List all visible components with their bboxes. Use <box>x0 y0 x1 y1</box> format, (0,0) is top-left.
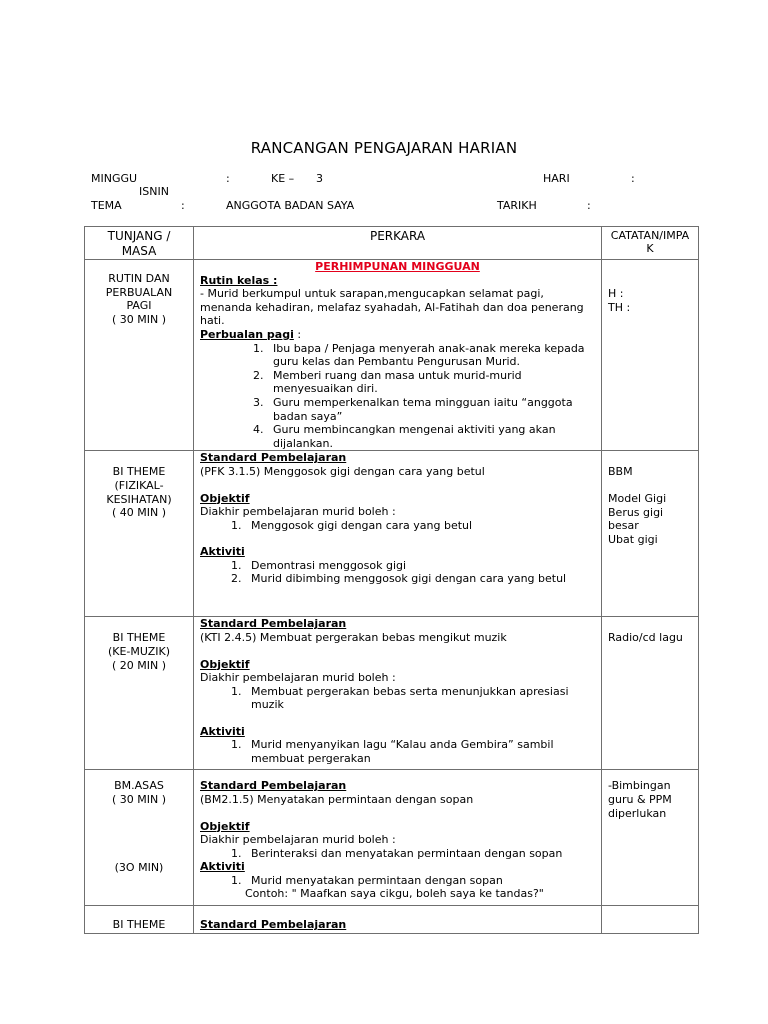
masa-line: BI THEME <box>112 918 166 932</box>
catatan-cell <box>602 906 699 934</box>
hari-colon: : <box>631 172 635 185</box>
aktiviti-list <box>200 738 595 765</box>
perbualan-label: Perbualan pagi <box>200 327 294 341</box>
aktiviti-list <box>200 874 595 888</box>
catatan-line: BBM <box>608 465 633 479</box>
aktiviti-label: Aktiviti <box>200 860 245 874</box>
tema-value: ANGGOTA BADAN SAYA <box>226 199 355 212</box>
table-row <box>85 451 699 617</box>
ke-label: KE – <box>271 172 295 185</box>
masa-cell <box>85 770 194 906</box>
ke-value: 3 <box>316 172 323 185</box>
catatan-line: diperlukan <box>608 806 667 820</box>
perkara-cell <box>194 451 602 617</box>
header-perkara: PERKARA <box>194 227 602 260</box>
masa-line: RUTIN DAN <box>108 272 170 285</box>
catatan-line: TH : <box>608 300 631 314</box>
table-row <box>85 617 699 770</box>
aktiviti-list <box>200 559 595 586</box>
catatan-line: H : <box>608 287 624 300</box>
catatan-cell <box>602 260 699 451</box>
hari-label: HARI <box>543 172 570 185</box>
table-row <box>85 770 699 906</box>
catatan-cell <box>602 451 699 617</box>
perkara-cell <box>194 770 602 906</box>
objektif-text: Diakhir pembelajaran murid boleh : <box>200 505 396 519</box>
aktiviti-label: Aktiviti <box>200 724 245 738</box>
list-item: 1. Murid menyanyikan lagu “Kalau anda Gembira” sambil membuat pergerakan <box>245 738 595 765</box>
page-title: RANCANGAN PENGAJARAN HARIAN <box>250 139 518 157</box>
masa-cell <box>85 260 194 451</box>
perkara-cell <box>194 260 602 451</box>
catatan-line: Ubat gigi <box>608 532 658 546</box>
minggu-colon: : <box>226 172 230 185</box>
tarikh-colon: : <box>587 199 591 212</box>
objektif-label: Objektif <box>200 657 250 671</box>
perkara-cell <box>194 906 602 934</box>
catatan-blank <box>608 479 692 492</box>
standard-label: Standard Pembelajaran <box>200 918 347 932</box>
masa-line: ( 20 MIN ) <box>111 658 167 672</box>
lesson-plan-table <box>84 226 699 934</box>
masa-line: BI THEME <box>112 465 166 479</box>
list-item: 4. Guru membincangkan mengenai aktiviti yang akan dijalankan. <box>267 423 595 450</box>
minggu-label: MINGGU <box>91 172 138 185</box>
list-item: 1. Demontrasi menggosok gigi <box>245 559 595 573</box>
list-item: 1. Ibu bapa / Penjaga menyerah anak-anak mereka kepada guru kelas dan Pembantu Pengurusan Murid. <box>267 342 595 369</box>
list-item: 2. Murid dibimbing menggosok gigi dengan cara yang betul <box>245 572 595 586</box>
tema-label: TEMA <box>91 199 122 212</box>
perbualan-colon: : <box>293 327 302 341</box>
objektif-text: Diakhir pembelajaran murid boleh : <box>200 833 396 847</box>
header-catatan: CATATAN/IMPAK <box>602 227 699 260</box>
standard-text: (PFK 3.1.5) Menggosok gigi dengan cara yang betul <box>200 464 485 478</box>
tema-colon: : <box>181 199 185 212</box>
standard-label: Standard Pembelajaran <box>200 779 347 793</box>
catatan-line: guru & PPM <box>608 792 672 806</box>
objektif-list <box>200 685 595 712</box>
catatan-cell <box>602 770 699 906</box>
standard-text: (KTI 2.4.5) Membuat pergerakan bebas mengikut muzik <box>200 630 507 644</box>
masa-line: PAGI <box>126 299 152 313</box>
standard-label: Standard Pembelajaran <box>200 451 347 465</box>
masa-cell <box>85 906 194 934</box>
catatan-line: -Bimbingan <box>608 779 671 793</box>
perbualan-heading <box>200 328 595 342</box>
table-row <box>85 906 699 934</box>
list-item: 1. Berinteraksi dan menyatakan permintaan dengan sopan <box>245 847 595 861</box>
masa-line: PERBUALAN <box>105 285 173 299</box>
masa-line: (KE-MUZIK) <box>107 644 171 658</box>
rutin-text: - Murid berkumpul untuk sarapan,mengucapkan selamat pagi, menanda kehadiran, melafaz syahadah, Al-Fatihah dan doa penerang hati. <box>200 287 584 328</box>
header-tunjang-masa: TUNJANG / MASA <box>85 227 194 260</box>
hari-value: ISNIN <box>139 185 169 198</box>
perkara-cell <box>194 617 602 770</box>
aktiviti-label: Aktiviti <box>200 545 245 559</box>
masa-line: KESIHATAN) <box>106 492 172 506</box>
tarikh-label: TARIKH <box>497 199 537 212</box>
objektif-label: Objektif <box>200 491 250 505</box>
table-row <box>85 260 699 451</box>
objektif-list <box>200 519 595 533</box>
catatan-line: besar <box>608 519 639 533</box>
table-header-row <box>85 227 699 260</box>
masa-line: ( 30 MIN ) <box>111 312 167 326</box>
masa-line: (FIZIKAL- <box>114 478 164 492</box>
masa-line: (3O MIN) <box>114 860 164 874</box>
aktiviti-example: Contoh: " Maafkan saya cikgu, boleh saya ke tandas?" <box>245 887 544 901</box>
masa-line: BM.ASAS <box>114 779 164 793</box>
masa-line: ( 30 MIN ) <box>111 792 167 806</box>
objektif-text: Diakhir pembelajaran murid boleh : <box>200 671 396 685</box>
rutin-label: Rutin kelas : <box>200 273 278 287</box>
standard-text: (BM2.1.5) Menyatakan permintaan dengan sopan <box>200 792 474 806</box>
list-item: 1. Murid menyatakan permintaan dengan sopan <box>245 874 595 888</box>
standard-label: Standard Pembelajaran <box>200 617 347 631</box>
masa-cell <box>85 451 194 617</box>
catatan-line: Radio/cd lagu <box>608 631 683 645</box>
list-item: 1. Menggosok gigi dengan cara yang betul <box>245 519 595 533</box>
masa-line: ( 40 MIN ) <box>111 506 167 520</box>
objektif-list <box>200 847 595 861</box>
list-item: 3. Guru memperkenalkan tema mingguan iaitu “anggota badan saya” <box>267 396 595 423</box>
list-item: 1. Membuat pergerakan bebas serta menunjukkan apresiasi muzik <box>245 685 595 712</box>
objektif-label: Objektif <box>200 819 250 833</box>
list-item: 2. Memberi ruang dan masa untuk murid-murid menyesuaikan diri. <box>267 369 595 396</box>
catatan-line: Model Gigi <box>608 491 667 505</box>
perbualan-list <box>200 342 595 451</box>
masa-line: BI THEME <box>112 631 166 645</box>
masa-cell <box>85 617 194 770</box>
catatan-cell <box>602 617 699 770</box>
banner-perhimpunan: PERHIMPUNAN MINGGUAN <box>315 260 480 273</box>
catatan-line: Berus gigi <box>608 505 664 519</box>
